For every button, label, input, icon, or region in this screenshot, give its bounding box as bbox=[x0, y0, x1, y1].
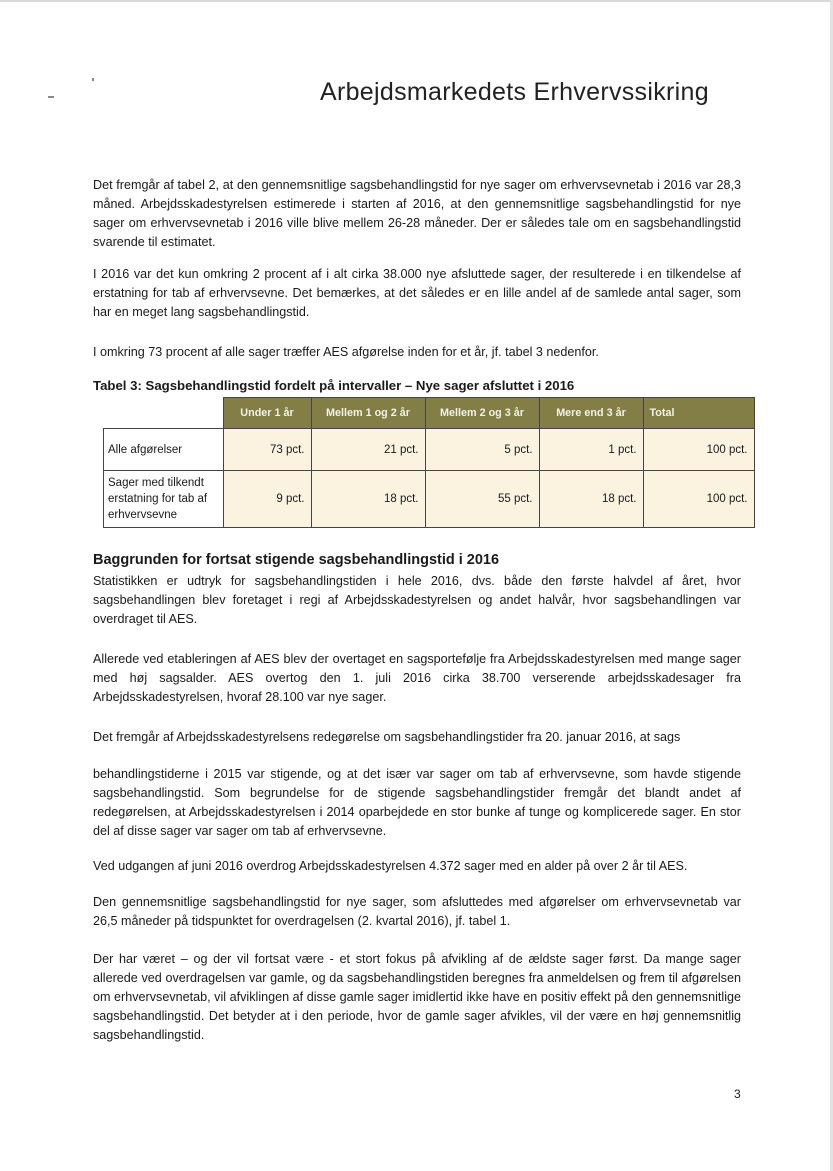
table-row bbox=[104, 471, 755, 528]
paragraph-2: I 2016 var det kun omkring 2 procent af i alt cirka 38.000 nye afsluttede sager, der resulterede i en tilkendelse af erstatning for tab af erhvervsevne. Det bemærkes, at det således er en lille andel af de samlede antal sager, som har en meget lang sagsbehandlingstid. bbox=[93, 267, 741, 319]
paragraph-1: Det fremgår af tabel 2, at den gennemsnitlige sagsbehandlingstid for nye sager om erhvervsevnetab i 2016 var 28,3 måned. Arbejdsskadestyrelsen estimerede i starten af 2016, at den gennemsnitlige sagsbehandlingstid for nye sager om erhvervsevnetab i 2016 ville blive mellem 26-28 måneder. Der er således tale om en sagsbehandlingstid svarende til estimatet. bbox=[93, 178, 741, 249]
table-cell: 21 pct. bbox=[311, 429, 425, 471]
table-cell: 55 pct. bbox=[425, 471, 539, 528]
scan-speck bbox=[92, 78, 94, 81]
paragraph-9: Den gennemsnitlige sagsbehandlingstid for nye sager, som afsluttedes med afgørelser om erhvervsevnetab var 26,5 måneder på tidspunktet for overdragelsen (2. kvartal 2016), jf. tabel 1. bbox=[93, 895, 741, 928]
col-header: Total bbox=[643, 398, 754, 429]
scan-speck bbox=[48, 96, 54, 98]
paragraph-5: Allerede ved etableringen af AES blev der overtaget en sagsportefølje fra Arbejdsskadestyrelsen med mange sager med høj sagsalder. AES overtog den 1. juli 2016 cirka 38.700 verserende arbejdsskadesager fra Arbejdsskadestyrelsen, hvoraf 28.100 var nye sager. bbox=[93, 652, 741, 704]
col-header: Under 1 år bbox=[223, 398, 311, 429]
table-cell: 9 pct. bbox=[223, 471, 311, 528]
interval-table bbox=[103, 397, 755, 528]
table-cell: 100 pct. bbox=[643, 429, 754, 471]
table-cell: 18 pct. bbox=[311, 471, 425, 528]
paragraph-3: I omkring 73 procent af alle sager træffer AES afgørelse inden for et år, jf. tabel 3 nedenfor. bbox=[93, 345, 599, 359]
table-cell: 18 pct. bbox=[539, 471, 643, 528]
table-cell: 5 pct. bbox=[425, 429, 539, 471]
paragraph-8: Ved udgangen af juni 2016 overdrog Arbejdsskadestyrelsen 4.372 sager med en alder på over 2 år til AES. bbox=[93, 859, 688, 873]
paragraph-4: Statistikken er udtryk for sagsbehandlingstiden i hele 2016, dvs. både den første halvdel af året, hvor sagsbehandlingen blev foretaget i regi af Arbejdsskadestyrelsen og andet halvår, hvor sagsbehandlingen var overdraget til AES. bbox=[93, 574, 741, 626]
table-corner bbox=[104, 398, 224, 429]
paragraph-10: Der har været – og der vil fortsat være - et stort fokus på afvikling af de ældste sager først. Da mange sager allerede ved overdragelsen var gamle, og da sagsbehandlingstiden beregnes fra anmeldelsen og frem til afgørelsen om erhvervsevnetab, vil afviklingen af disse gamle sager imidlertid ikke have en positiv effekt på den gennemsnitlige sagsbehandlingstid. Det betyder at i den periode, hvor de gamle sager afvikles, vil der være en høj gennemsnitlig sagsbehandlingstid. bbox=[93, 952, 741, 1042]
table-cell: 1 pct. bbox=[539, 429, 643, 471]
page-number: 3 bbox=[734, 1087, 741, 1101]
table-cell: 100 pct. bbox=[643, 471, 754, 528]
section-heading: Baggrunden for fortsat stigende sagsbehandlingstid i 2016 bbox=[93, 552, 500, 568]
document-header: Arbejdsmarkedets Erhvervssikring bbox=[320, 78, 709, 106]
paragraph-6: Det fremgår af Arbejdsskadestyrelsens redegørelse om sagsbehandlingstider fra 20. januar 2016, at sags bbox=[93, 730, 681, 744]
table-header-row bbox=[104, 398, 755, 429]
row-label: Sager med tilkendt erstatning for tab af erhvervsevne bbox=[104, 471, 224, 528]
paragraph-7: behandlingstiderne i 2015 var stigende, og at det især var sager om tab af erhvervsevne, som havde stigende sagsbehandlingstid. Som begrundelse for de stigende sagsbehandlingstider fremgår det blandt andet af redegørelsen, at Arbejdsskadestyrelsen i 2014 oparbejdede en stor bunke af tunge og komplicerede sager. En stor del af disse sager var sager om tab af erhvervsevne. bbox=[93, 767, 741, 838]
col-header: Mellem 1 og 2 år bbox=[311, 398, 425, 429]
col-header: Mellem 2 og 3 år bbox=[425, 398, 539, 429]
scan-edge-top bbox=[0, 0, 833, 2]
row-label: Alle afgørelser bbox=[104, 429, 224, 471]
table-row bbox=[104, 429, 755, 471]
table-title: Tabel 3: Sagsbehandlingstid fordelt på intervaller – Nye sager afsluttet i 2016 bbox=[93, 378, 575, 393]
col-header: Mere end 3 år bbox=[539, 398, 643, 429]
table-cell: 73 pct. bbox=[223, 429, 311, 471]
